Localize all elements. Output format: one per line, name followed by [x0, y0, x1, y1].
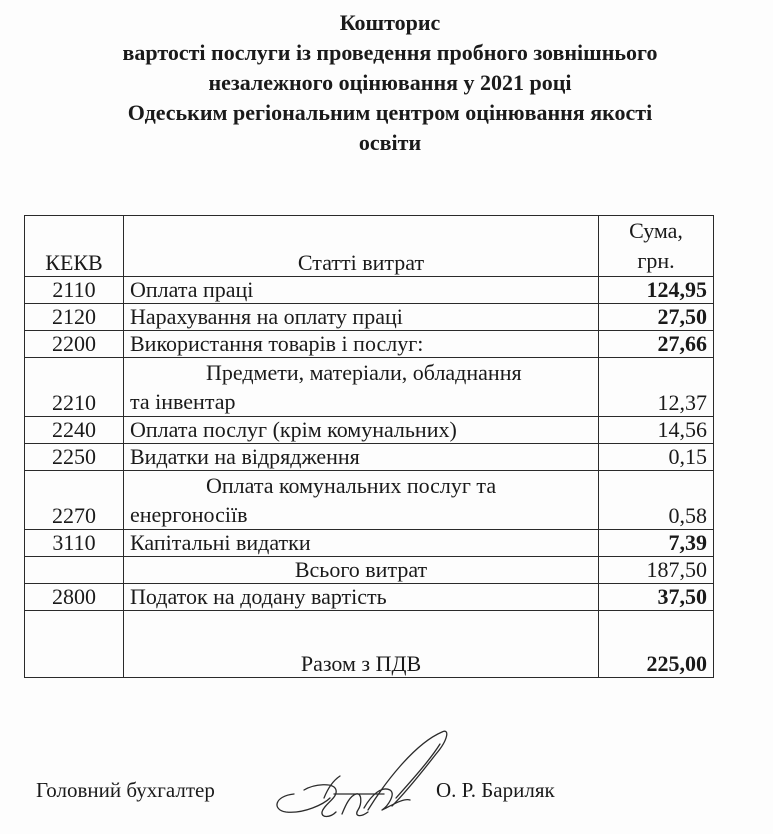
row-code: 2250: [25, 444, 124, 471]
table-row-grand-total: [25, 611, 714, 678]
title-line: вартості послуги із проведення пробного зовнішнього: [122, 40, 658, 65]
row-code: 2210: [25, 358, 124, 417]
row-item: Нарахування на оплату праці: [124, 304, 599, 331]
row-code: 2800: [25, 584, 124, 611]
handwritten-signature: [264, 724, 464, 824]
row-code: 2200: [25, 331, 124, 358]
table-row: [25, 471, 714, 530]
table-row: [25, 530, 714, 557]
row-item-line1: Предмети, матеріали, обладнання: [206, 360, 522, 385]
row-code: [25, 611, 124, 678]
row-sum: 27,50: [599, 304, 714, 331]
row-item: Капітальні видатки: [124, 530, 599, 557]
row-sum: 124,95: [599, 277, 714, 304]
row-item-line2: енергоносіїв: [130, 502, 248, 527]
row-item: Оплата послуг (крім комунальних): [124, 417, 599, 444]
row-code: 3110: [25, 530, 124, 557]
table-header-row: [25, 216, 714, 277]
header-item: Статті витрат: [124, 216, 599, 277]
row-item-line1: Оплата комунальних послуг та: [206, 473, 497, 498]
document-title: [40, 8, 740, 158]
row-item: [124, 358, 599, 417]
row-item: Видатки на відрядження: [124, 444, 599, 471]
row-sum: 14,56: [599, 417, 714, 444]
row-sum: 27,66: [599, 331, 714, 358]
row-sum: 12,37: [599, 358, 714, 417]
title-line: Кошторис: [339, 10, 441, 35]
table-row-total: [25, 557, 714, 584]
row-code: [25, 557, 124, 584]
row-item: Оплата праці: [124, 277, 599, 304]
table-row: [25, 331, 714, 358]
row-sum: 7,39: [599, 530, 714, 557]
title-line: освіти: [358, 130, 422, 155]
row-code: 2270: [25, 471, 124, 530]
row-code: 2120: [25, 304, 124, 331]
title-line: незалежного оцінювання у 2021 році: [208, 70, 572, 95]
cost-estimate-table: [24, 215, 714, 678]
table-row: [25, 444, 714, 471]
row-item: Разом з ПДВ: [124, 611, 599, 678]
signature-block: [36, 752, 716, 822]
table-row: [25, 358, 714, 417]
row-sum: 0,58: [599, 471, 714, 530]
row-sum: 37,50: [599, 584, 714, 611]
row-code: 2240: [25, 417, 124, 444]
table-row: [25, 417, 714, 444]
row-code: 2110: [25, 277, 124, 304]
row-item: [124, 471, 599, 530]
signatory-name: О. Р. Бариляк: [436, 778, 555, 802]
row-item-line2: та інвентар: [130, 389, 236, 414]
title-line: Одеським регіональним центром оцінювання якості: [127, 100, 653, 125]
row-sum: 187,50: [599, 557, 714, 584]
table-row: [25, 277, 714, 304]
row-sum: 225,00: [599, 611, 714, 678]
header-sum: [599, 216, 714, 277]
row-sum: 0,15: [599, 444, 714, 471]
table-row: [25, 304, 714, 331]
table-row: [25, 584, 714, 611]
row-item: Податок на додану вартість: [124, 584, 599, 611]
row-item: Всього витрат: [124, 557, 599, 584]
header-sum-line2: грн.: [637, 248, 675, 273]
header-code: КЕКВ: [25, 216, 124, 277]
header-sum-line1: Сума,: [629, 218, 683, 243]
signatory-position: Головний бухгалтер: [36, 778, 215, 802]
row-item: Використання товарів і послуг:: [124, 331, 599, 358]
